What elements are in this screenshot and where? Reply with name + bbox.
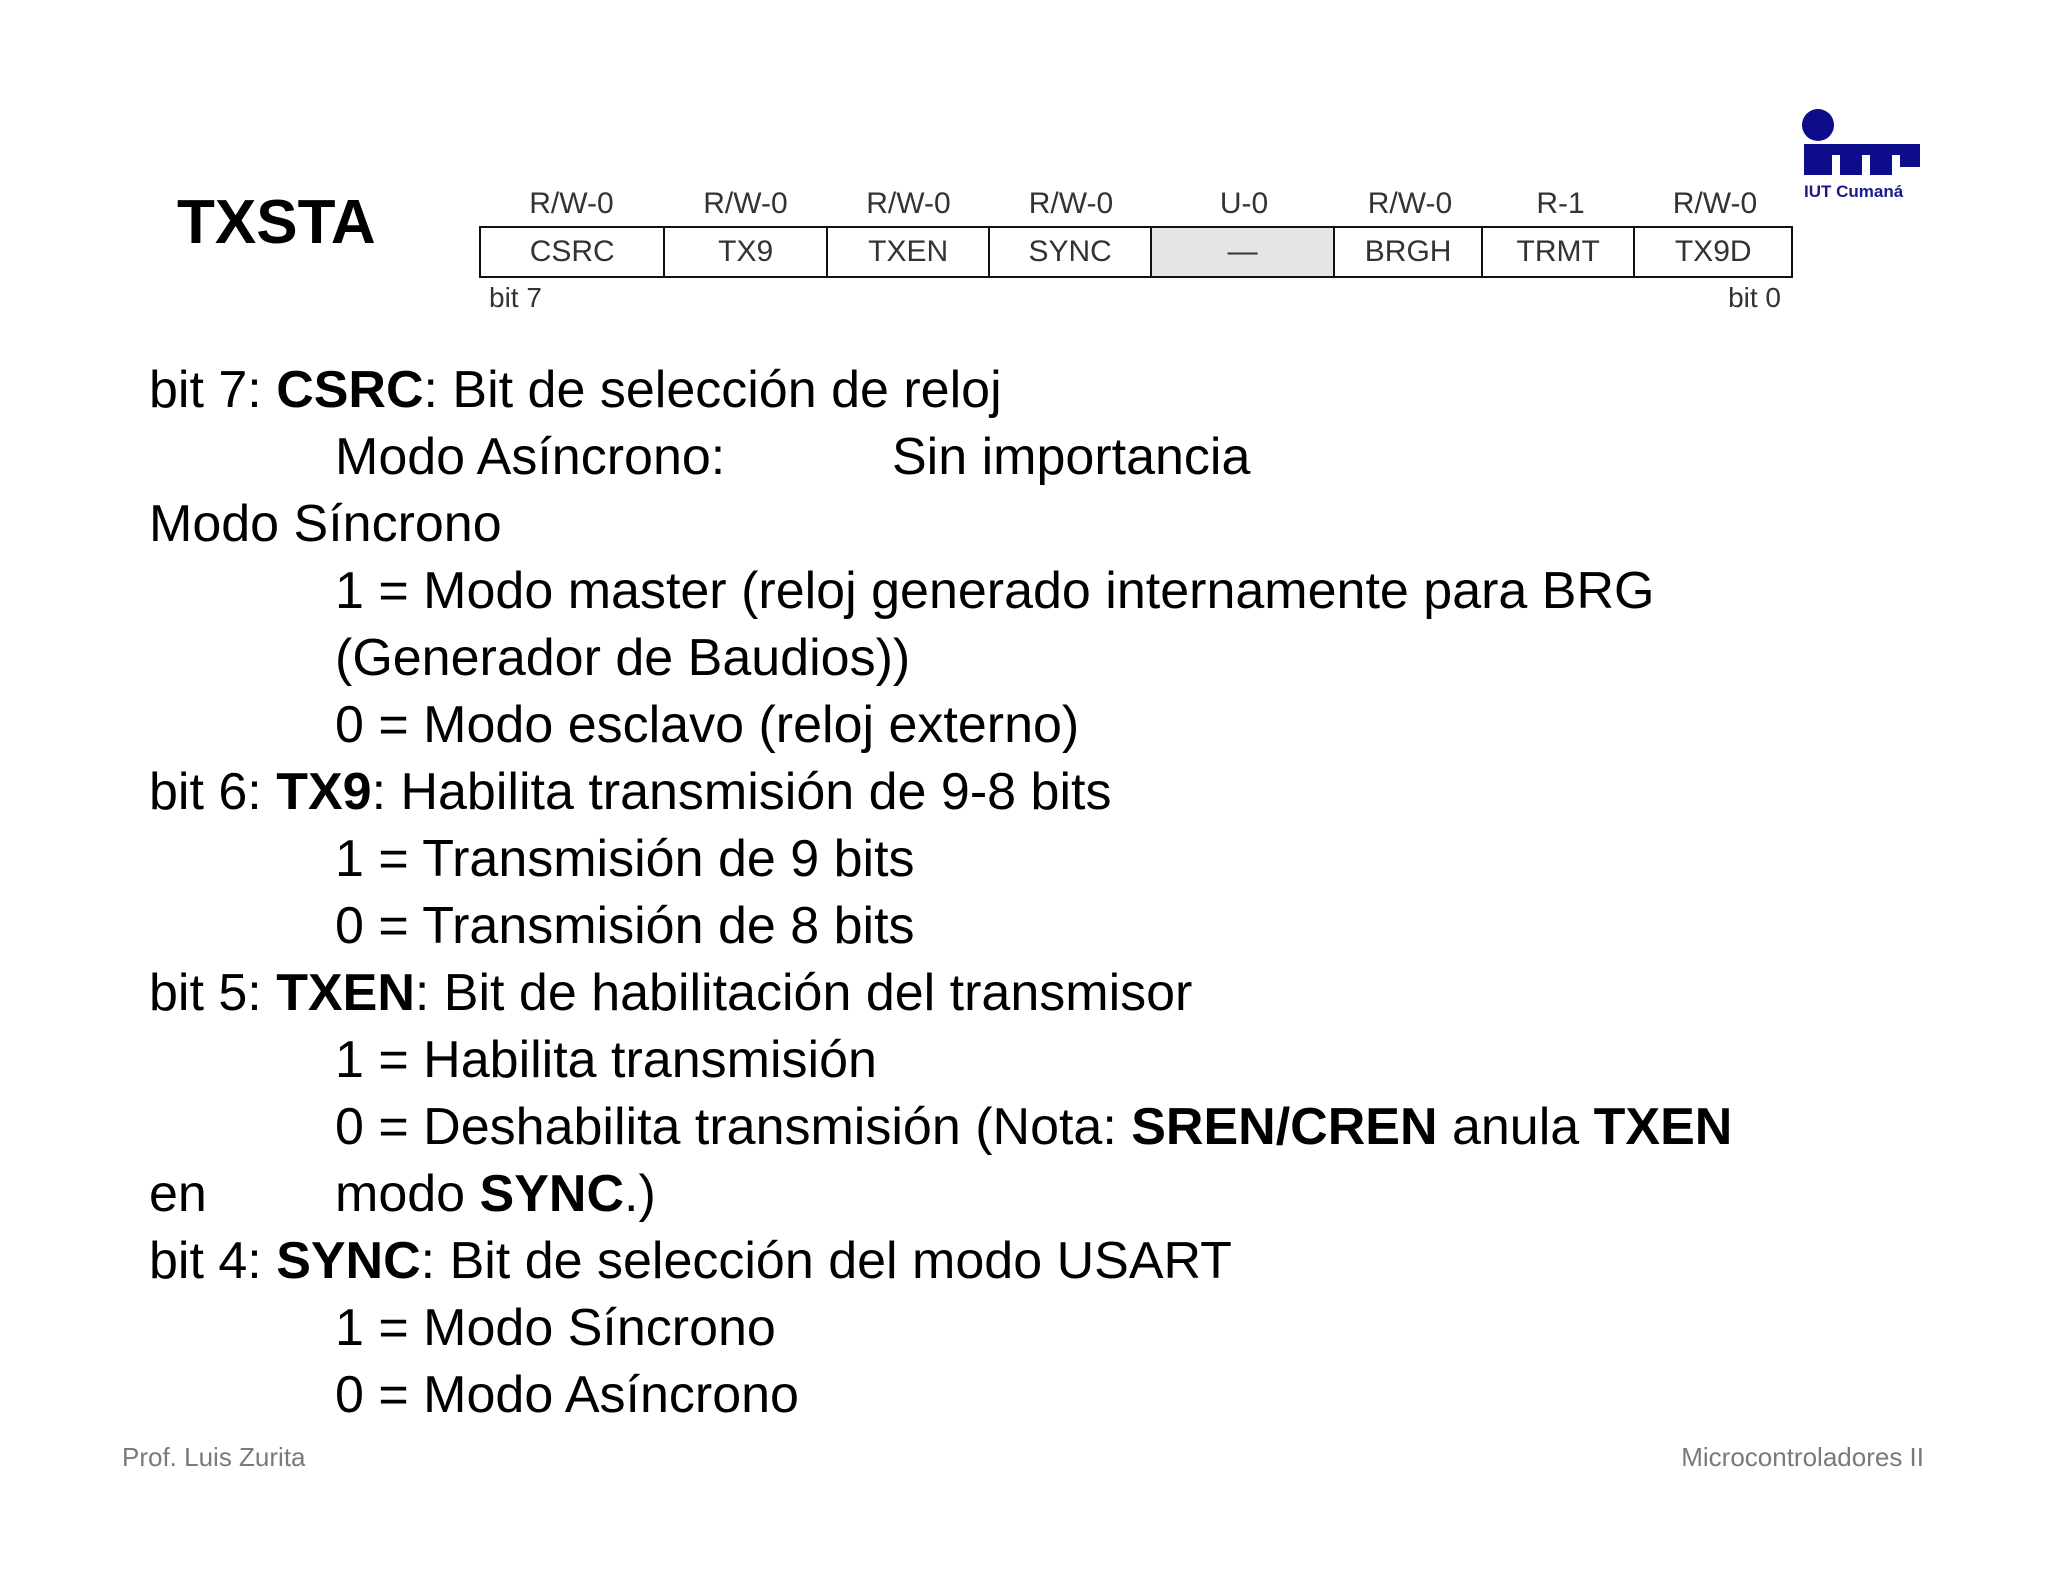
bit5-heading [149,960,2009,1027]
bit-cell-tx9: TX9 [665,228,828,276]
text-run: .) [624,1165,656,1223]
bit-descriptions [149,357,2009,1429]
bit-high-label: bit 7 [489,282,542,313]
access-row [479,182,1793,226]
bit4-heading [149,1228,2009,1295]
bit-cell-trmt: TRMT [1483,228,1636,276]
bit-desc: : Habilita transmisión de 9-8 bits [371,763,1112,821]
list-item [149,1094,2009,1161]
list-item [149,1295,2009,1362]
list-item-text: 1 = Transmisión de 9 bits [335,830,915,888]
list-item-text [335,1094,1732,1161]
access-cell: R-1 [1536,187,1585,220]
list-item-text: 0 = Modo Asíncrono [335,1366,799,1424]
bit-prefix: bit 4: [149,1232,277,1290]
list-item-text: 1 = Modo master (reloj generado internamente para BRG [335,562,1655,620]
footer-course: Microcontroladores II [1681,1442,1924,1472]
bit-cell-csrc: CSRC [481,228,665,276]
bit-cell-tx9d: TX9D [1674,235,1752,268]
access-cell: R/W-0 [1028,187,1114,220]
iut-logo [1800,108,1924,202]
bit7-heading [149,357,2009,424]
text-run-bold: SREN/CREN [1131,1098,1438,1156]
iut-logo-icon [1800,108,1924,180]
list-item-text [335,1161,656,1228]
bit-prefix: bit 6: [149,763,277,821]
bit-name: TXEN [276,964,415,1022]
footer-author: Prof. Luis Zurita [122,1442,306,1472]
list-item-continuation [149,1161,2009,1228]
text-run: en [149,1165,207,1223]
text-run: anula [1437,1098,1594,1156]
bit-cell-sync: SYNC [990,228,1152,276]
async-value: Sin importancia [892,428,1251,486]
access-cell: R/W-0 [703,187,788,220]
list-item [149,893,2009,960]
list-item [149,692,2009,759]
sync-label-line: Modo Síncrono [149,495,502,553]
text-run: modo [335,1165,480,1223]
logo-text: IUT Cumaná [1804,182,1904,201]
list-item [149,1362,2009,1429]
text-run: 0 = Deshabilita transmisión (Nota: [335,1098,1132,1156]
bit-cell-brgh: BRGH [1335,228,1483,276]
access-cell: R/W-0 [1367,187,1453,220]
text-run-bold: SYNC [479,1165,625,1223]
register-title: TXSTA [177,188,376,257]
list-item-text: (Generador de Baudios)) [335,629,911,687]
bit-cell-unimplemented: — [1152,228,1335,276]
bit-desc: : Bit de selección del modo USART [420,1232,1232,1290]
access-cell: U-0 [1219,187,1269,220]
list-item-text: 0 = Modo esclavo (reloj externo) [335,696,1080,754]
list-item-text: 1 = Habilita transmisión [335,1031,877,1089]
async-label: Modo Asíncrono: [335,428,726,486]
bit-name: CSRC [276,361,424,419]
bit-desc: : Bit de habilitación del transmisor [414,964,1193,1022]
bit-name: TX9 [276,763,372,821]
bit-prefix: bit 5: [149,964,277,1022]
list-item [149,1027,2009,1094]
list-item-text: 1 = Modo Síncrono [335,1299,776,1357]
list-item-text: 0 = Transmisión de 8 bits [335,897,915,955]
access-cell: R/W-0 [1672,187,1758,220]
bit-name: SYNC [276,1232,421,1290]
list-item [149,826,2009,893]
text-run-bold: TXEN [1593,1098,1733,1156]
async-line [149,424,2009,491]
list-item [149,625,2009,692]
list-item [149,558,2009,625]
bit-cell-txen: TXEN [828,228,991,276]
bit6-heading [149,759,2009,826]
access-cell: R/W-0 [866,187,951,220]
access-cell: R/W-0 [529,187,614,220]
bits-row [479,226,1793,278]
bit-prefix: bit 7: [149,361,277,419]
bit-low-label: bit 0 [1728,282,1781,313]
register-diagram [479,182,1793,313]
bit-desc: : Bit de selección de reloj [423,361,1002,419]
